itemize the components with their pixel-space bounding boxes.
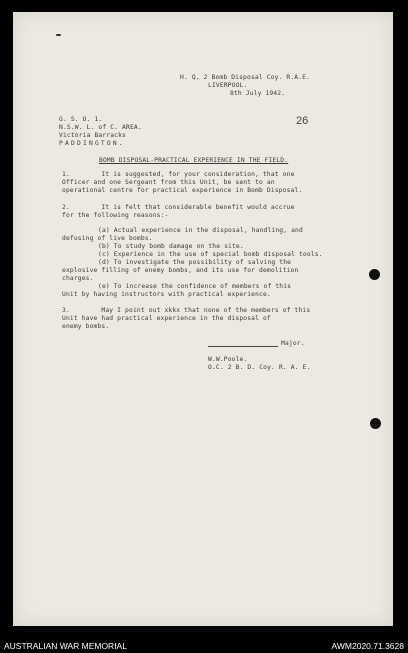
para3-line-2: Unit have had practical experience in the disposal of [62,315,271,322]
signature-line [208,346,278,347]
document-page [13,12,393,626]
para1-line-2: Officer and one Sergeant from this Unit, be sent to an [62,179,275,186]
reason-c: (c) Experience in the use of special bomb disposal tools. [98,251,323,258]
para1-line-1: 1. It is suggested, for your consideration, that one [62,171,295,178]
para3-line-1: 3. May I point out xkkx that none of the members of this [62,307,311,314]
unit-location: LIVERPOOL. [208,82,248,89]
reason-e-line-2: Unit by having instructors with practical experience. [62,291,271,298]
unit-heading: H. Q. 2 Bomb Disposal Coy. R.A.E. [180,74,311,81]
addressee-line-1: G. S. O. 1. [59,116,103,123]
letter-date: 8th July 1942. [230,90,286,97]
subject-heading: BOMB DISPOSAL-PRACTICAL EXPERIENCE IN THE FIELD. [99,157,289,164]
signatory-title: O.C. 2 B. D. Coy. R. A. E. [208,364,311,371]
para2-line-1: 2. It is felt that considerable benefit would accrue [62,204,295,211]
archive-reference: AWM2020.71.3628 [331,641,404,651]
para3-line-3: enemy bombs. [62,323,110,330]
reason-d-line-1: (d) To investigate the possibility of salving the [98,259,292,266]
reason-a-line-1: (a) Actual experience in the disposal, handling, and [98,227,303,234]
addressee-line-3: Victoria Barracks [59,132,126,139]
para2-line-2: for the following reasons:- [62,212,169,219]
punch-hole [369,269,380,280]
paper-mark [56,34,61,36]
punch-hole [370,418,381,429]
addressee-line-2: N.S.W. L. of C. AREA. [59,124,142,131]
reason-a-line-2: defusing of live bombs. [62,235,153,242]
addressee-line-4: PADDINGTON. [59,140,125,147]
folio-number: 26 [296,115,309,127]
reason-e-line-1: (e) To increase the confidence of members of this [98,283,292,290]
reason-b: (b) To study bomb damage on the site. [98,243,244,250]
signatory-name: W.W.Poole. [208,356,248,363]
reason-d-line-2: explosive filling of enemy bombs, and its use for demolition [62,267,299,274]
archive-name: AUSTRALIAN WAR MEMORIAL [4,641,127,651]
reason-d-line-3: charges. [62,275,94,282]
para1-line-3: operational centre for practical experience in Bomb Disposal. [62,187,303,194]
signatory-rank: Major. [281,340,305,347]
archive-footer [0,640,408,653]
